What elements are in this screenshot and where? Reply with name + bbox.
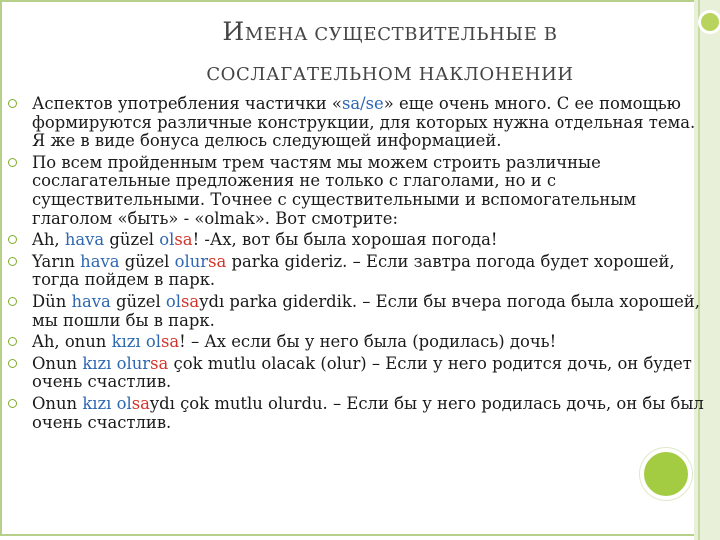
list-item bbox=[8, 355, 708, 392]
list-item bbox=[8, 395, 708, 432]
list-item-text: güzel bbox=[119, 251, 175, 271]
highlighted-blue-text: ol bbox=[145, 332, 161, 352]
bullet-list bbox=[8, 95, 708, 435]
highlighted-blue-text: kızı bbox=[111, 332, 141, 352]
list-item-text: ! – Ах если бы у него была (родилась) дочь! bbox=[179, 332, 557, 352]
highlighted-blue-text: ol bbox=[165, 291, 182, 311]
list-item bbox=[8, 154, 708, 228]
list-item-text: güzel bbox=[104, 230, 160, 250]
title-drop-cap: И bbox=[222, 17, 245, 46]
bullet-icon bbox=[8, 235, 17, 244]
title-line-2: СОСЛАГАТЕЛЬНОМ НАКЛОНЕНИИ bbox=[206, 64, 574, 85]
highlighted-red-text: sa bbox=[131, 393, 150, 413]
bullet-icon bbox=[8, 337, 17, 346]
highlighted-blue-text: hava bbox=[71, 291, 111, 311]
top-circle-decoration bbox=[698, 10, 720, 34]
highlighted-blue-text: kızı bbox=[82, 393, 112, 413]
list-item-text: Ah, bbox=[32, 230, 65, 250]
highlighted-red-text: sa bbox=[160, 332, 180, 352]
highlighted-blue-text: ol bbox=[159, 230, 175, 250]
highlighted-blue-text: hava bbox=[64, 230, 105, 250]
list-item-text: Ah, onun bbox=[32, 332, 112, 352]
list-item-text: Аспектов употребления частички « bbox=[32, 94, 342, 113]
list-item-text: Onun bbox=[32, 353, 83, 373]
highlighted-red-text: sa bbox=[181, 291, 200, 311]
bullet-icon bbox=[8, 399, 17, 408]
list-item-text: parka gideriz. – Если завтра погода будет хорошей, тогда пойдем в парк. bbox=[32, 251, 675, 290]
highlighted-blue-text: hava bbox=[80, 251, 120, 271]
list-item-text: güzel bbox=[110, 291, 166, 311]
list-item-text: Onun bbox=[32, 393, 83, 413]
highlighted-red-text: sa bbox=[208, 251, 227, 271]
list-item-text: » еще очень много. С ее помощью формируются различные конструкции, для которых нужна отдельная тема. Я же в виде бонуса делюсь следующей информацией. bbox=[32, 94, 696, 151]
list-item-text: çok mutlu olacak (olur) – Если у него родится дочь, он будет очень счастлив. bbox=[32, 353, 692, 392]
slide-title bbox=[130, 12, 650, 95]
list-item-text: ydı parka giderdik. – Если бы вчера погода была хорошей, мы пошли бы в парк. bbox=[32, 291, 700, 330]
list-item-text: По всем пройденным трем частям мы можем строить различные сослагательные предложения не только с глаголами, но и с существительными. Точнее с существительными и вспомогательным глаголом «быть» - «olmak». Вот смотрите: bbox=[32, 152, 637, 228]
bottom-circle-decoration bbox=[640, 448, 692, 500]
highlighted-blue-text: kızı bbox=[82, 353, 112, 373]
bullet-icon bbox=[8, 359, 17, 368]
bullet-icon bbox=[8, 99, 17, 108]
list-item-text: Dün bbox=[32, 291, 72, 311]
highlighted-blue-text: olur bbox=[174, 251, 209, 271]
highlighted-red-text: sa bbox=[150, 353, 169, 373]
bullet-icon bbox=[8, 297, 17, 306]
highlighted-red-text: sa bbox=[174, 230, 193, 250]
list-item bbox=[8, 333, 708, 352]
list-item-text: ydı çok mutlu olurdu. – Если бы у него родилась дочь, он бы был очень счастлив. bbox=[32, 393, 704, 432]
bullet-icon bbox=[8, 257, 17, 266]
list-item bbox=[8, 231, 708, 250]
highlighted-blue-text: ol bbox=[116, 393, 132, 413]
list-item bbox=[8, 95, 708, 151]
list-item-text: Yarın bbox=[32, 251, 81, 271]
list-item bbox=[8, 253, 708, 290]
title-line-1 bbox=[130, 12, 650, 55]
list-item bbox=[8, 293, 708, 330]
bullet-icon bbox=[8, 158, 17, 167]
list-item-text: ! -Ах, вот бы была хорошая погода! bbox=[192, 230, 498, 250]
highlighted-blue-text: sa/se bbox=[341, 94, 384, 113]
title-line-1-rest: МЕНА СУЩЕСТВИТЕЛЬНЫЕ В bbox=[244, 24, 558, 45]
highlighted-blue-text: olur bbox=[116, 353, 151, 373]
